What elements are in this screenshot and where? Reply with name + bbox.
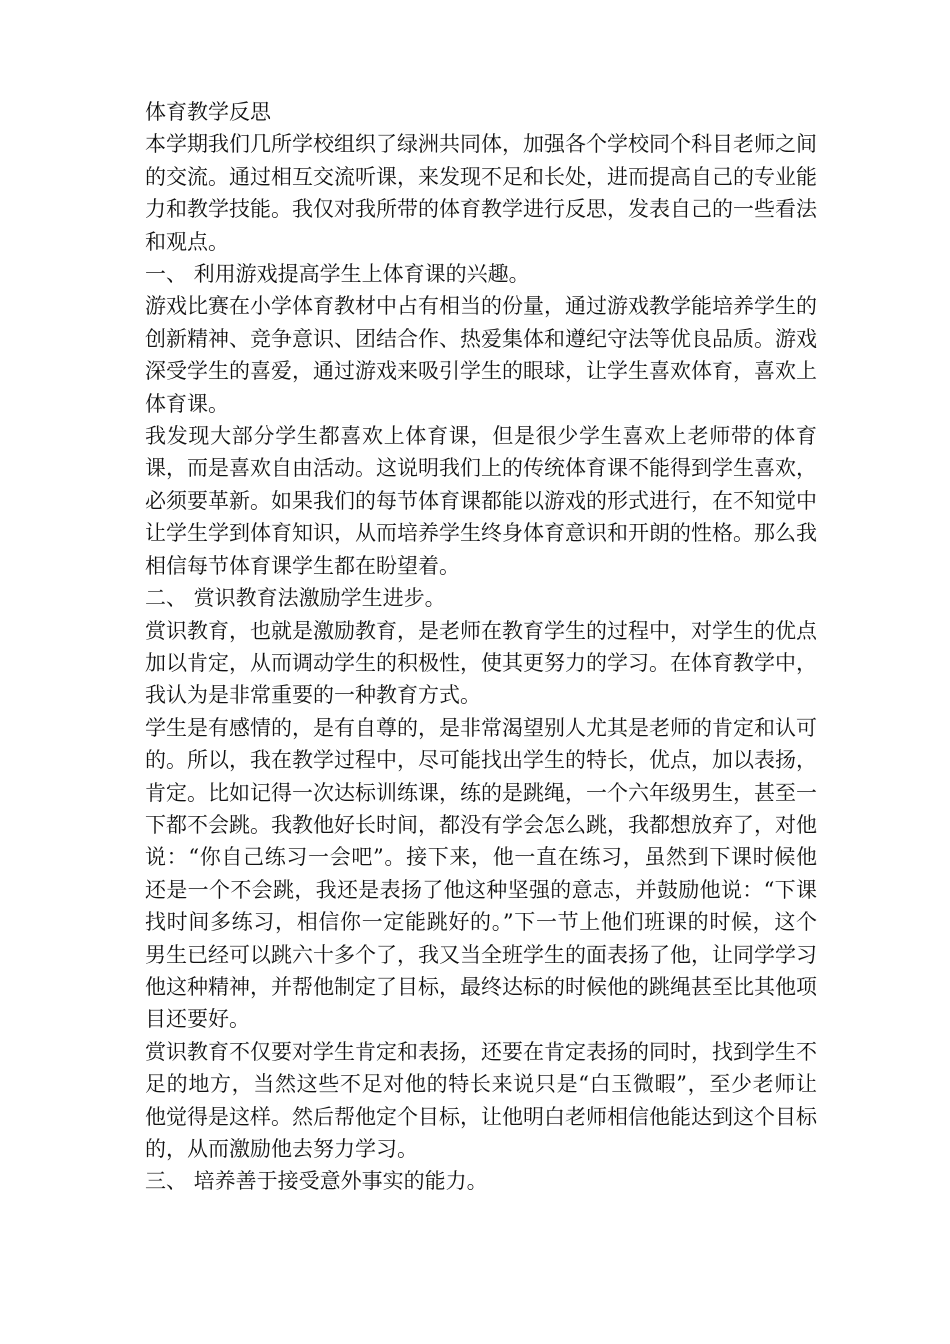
- paragraph: 赏识教育，也就是激励教育，是老师在教育学生的过程中，对学生的优点加以肯定，从而调动学生的积极性，使其更努力的学习。在体育教学中，我认为是非常重要的一种教育方式。: [145, 618, 817, 708]
- paragraph: 游戏比赛在小学体育教材中占有相当的份量，通过游戏教学能培养学生的创新精神、竞争意识、团结合作、热爱集体和遵纪守法等优良品质。游戏深受学生的喜爱，通过游戏来吸引学生的眼球，让学生喜欢体育，喜欢上体育课。: [145, 294, 817, 416]
- paragraph: 学生是有感情的，是有自尊的，是非常渴望别人尤其是老师的肯定和认可的。所以，我在教学过程中，尽可能找出学生的特长，优点，加以表扬，肯定。比如记得一次达标训练课，练的是跳绳，一个六年级男生，甚至一下都不会跳。我教他好长时间，都没有学会怎么跳，我都想放弃了，对他说：“你自己练习一会吧”。接下来，他一直在练习，虽然到下课时候他还是一个不会跳，我还是表扬了他这种坚强的意志，并鼓励他说：“下课找时间多练习，相信你一定能跳好的。”下一节上他们班课的时候，这个男生已经可以跳六十多个了，我又当全班学生的面表扬了他，让同学学习他这种精神，并帮他制定了目标，最终达标的时候他的跳绳甚至比其他项目还要好。: [145, 715, 817, 1032]
- document-title: 体育教学反思: [145, 100, 271, 124]
- paragraph: 赏识教育不仅要对学生肯定和表扬，还要在肯定表扬的同时，找到学生不足的地方，当然这些不足对他的特长来说只是“白玉微暇”，至少老师让他觉得是这样。然后帮他定个目标，让他明白老师相信他能达到这个目标的，从而激励他去努力学习。: [145, 1039, 817, 1161]
- section-heading-3: 三、 培养善于接受意外事实的能力。: [145, 1169, 488, 1194]
- document-body: [145, 96, 817, 1198]
- paragraph: 我发现大部分学生都喜欢上体育课，但是很少学生喜欢上老师带的体育课，而是喜欢自由活动。这说明我们上的传统体育课不能得到学生喜欢，必须要革新。如果我们的每节体育课都能以游戏的形式进行，在不知觉中让学生学到体育知识，从而培养学生终身体育意识和开朗的性格。那么我相信每节体育课学生都在盼望着。: [145, 424, 817, 578]
- section-heading-1: 一、 利用游戏提高学生上体育课的兴趣。: [145, 262, 530, 287]
- paragraph-intro: 本学期我们几所学校组织了绿洲共同体，加强各个学校同个科目老师之间的交流。通过相互交流听课，来发现不足和长处，进而提高自己的专业能力和教学技能。我仅对我所带的体育教学进行反思，发表自己的一些看法和观点。: [145, 132, 817, 254]
- section-heading-2: 二、 赏识教育法激励学生进步。: [145, 586, 446, 611]
